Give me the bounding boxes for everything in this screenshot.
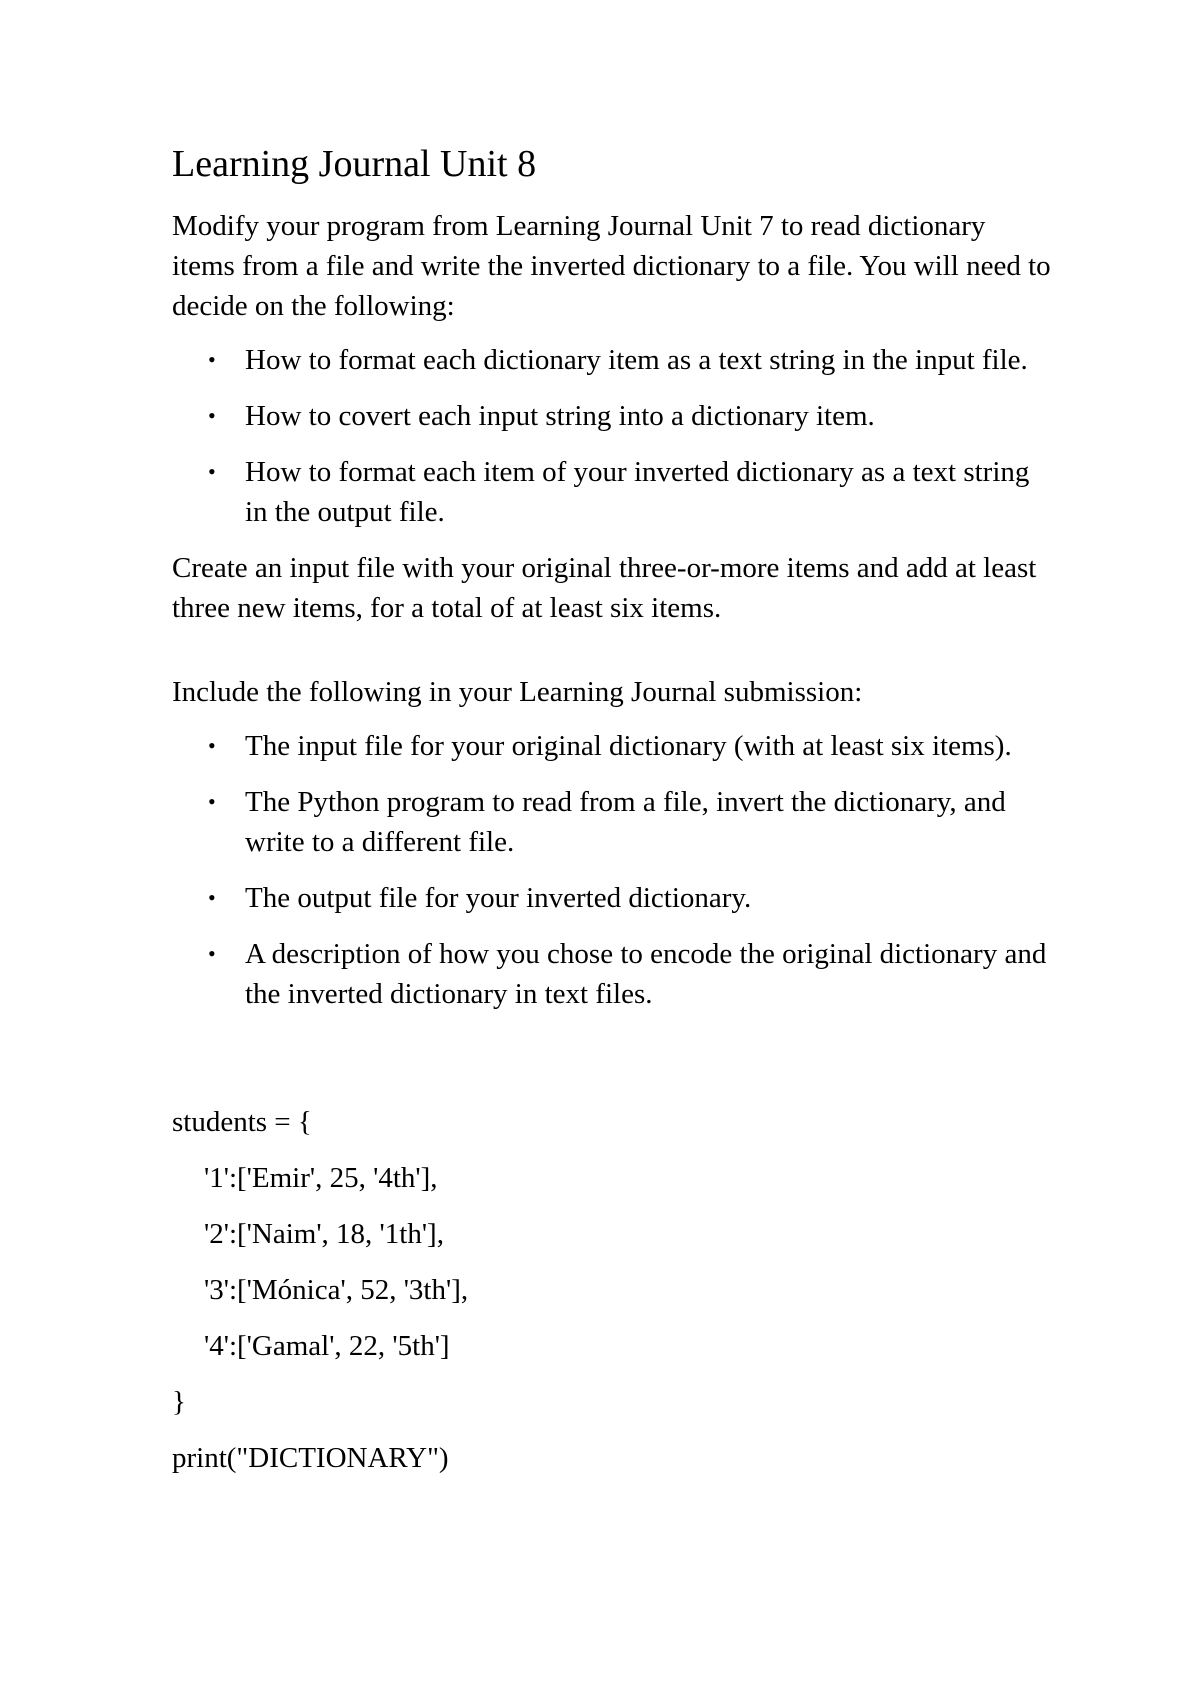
code-line: '3':['Mónica', 52, '3th'], [204,1273,469,1306]
bullet-icon: • [208,732,216,758]
list-item: • The Python program to read from a file, invert the dictionary, and write to a different file. [172,782,1052,862]
bullet-icon: • [208,884,216,910]
code-line: '4':['Gamal', 22, '5th'] [204,1329,450,1362]
decide-list [172,340,1052,532]
bullet-icon: • [208,458,216,484]
list-item: • How to covert each input string into a dictionary item. [172,396,1052,436]
code-line: '2':['Naim', 18, '1th'], [204,1217,444,1250]
code-line: } [172,1385,186,1418]
list-item: • How to format each dictionary item as a text string in the input file. [172,340,1052,380]
bullet-icon: • [208,346,216,372]
include-heading: Include the following in your Learning Journal submission: [172,675,863,708]
intro-paragraph: Modify your program from Learning Journal Unit 7 to read dictionary items from a file and write the inverted dictionary to a file. You will need to decide on the following: [172,209,1051,322]
list-item: • A description of how you chose to encode the original dictionary and the inverted dictionary in text files. [172,934,1052,1014]
document-title: Learning Journal Unit 8 [172,143,537,185]
code-block [172,1102,1052,1478]
bullet-icon: • [208,402,216,428]
document-page [172,142,1052,1494]
bullet-icon: • [208,788,216,814]
code-line: '1':['Emir', 25, '4th'], [204,1161,438,1194]
code-line: students = { [172,1105,312,1138]
list-item: • The output file for your inverted dictionary. [172,878,1052,918]
list-item: • The input file for your original dictionary (with at least six items). [172,726,1052,766]
spacer [172,628,1052,672]
bullet-icon: • [208,940,216,966]
spacer [172,1030,1052,1102]
create-input-paragraph: Create an input file with your original three-or-more items and add at least three new items, for a total of at least six items. [172,551,1037,624]
list-item: • How to format each item of your inverted dictionary as a text string in the output file. [172,452,1052,532]
include-list [172,726,1052,1014]
code-line: print("DICTIONARY") [172,1441,449,1474]
